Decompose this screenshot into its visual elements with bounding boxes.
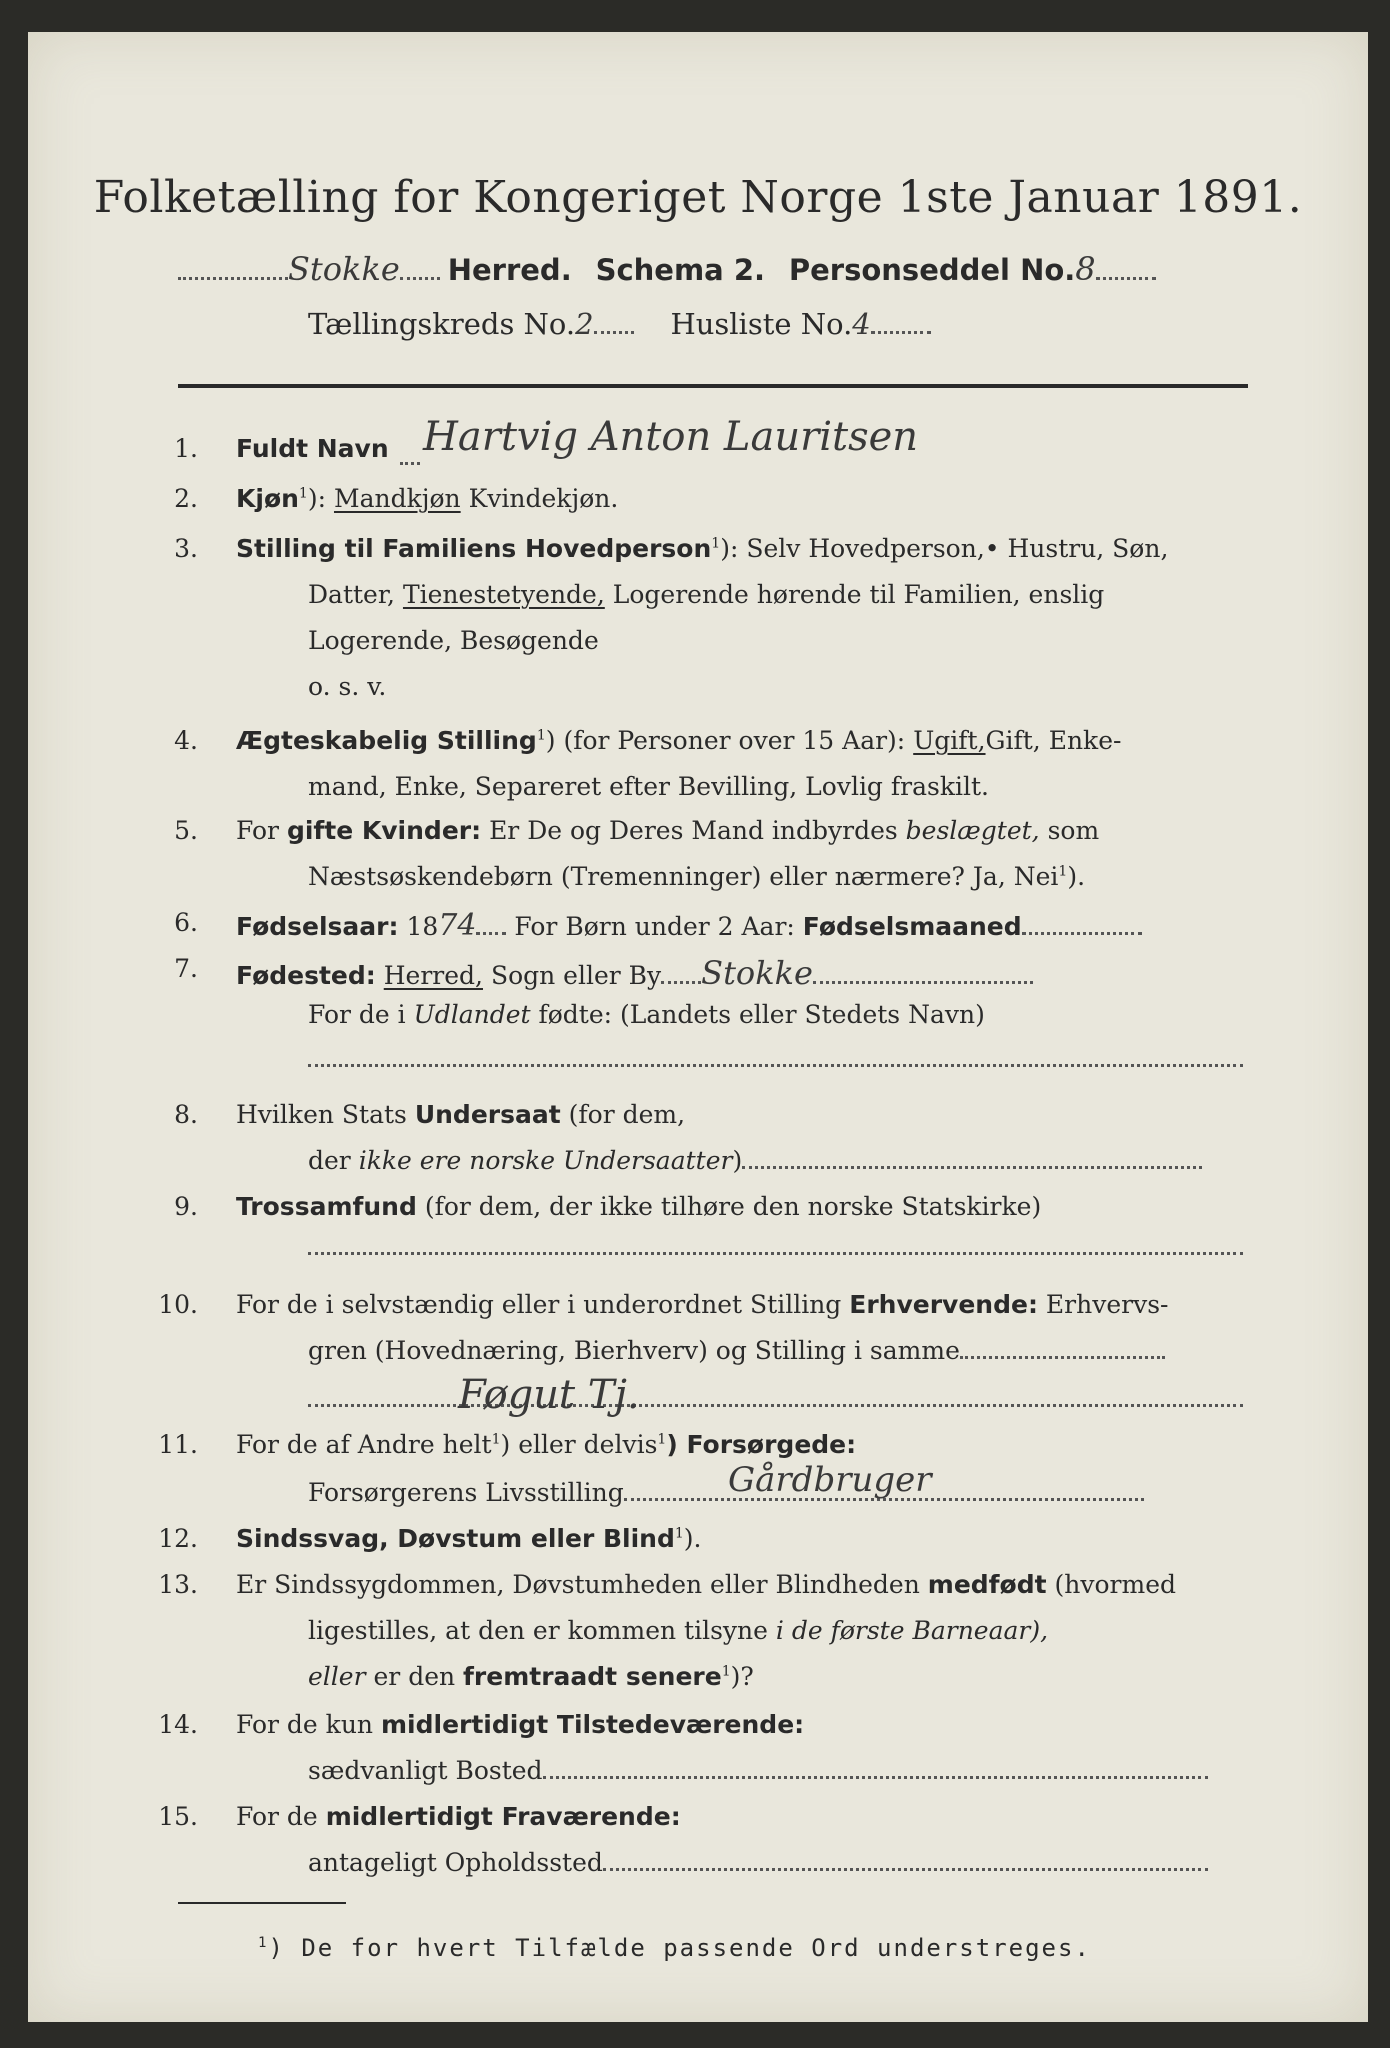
husliste-label: Husliste No. (670, 307, 853, 341)
item-2-line (236, 484, 618, 513)
marital-footnote-mark: 1 (536, 727, 546, 744)
birth-year-label: Fødselsaar: (236, 912, 399, 941)
family-position-tienestetyende: Tienestetyende, (402, 580, 605, 609)
citizenship-label: Undersaat (414, 1100, 561, 1129)
sex-option-female: Kvindekjøn. (468, 484, 619, 513)
disability-footnote-mark: 1 (674, 1525, 684, 1542)
marital-status-note: ) (for Personer over 15 Aar): (545, 726, 906, 755)
family-position-options-2: Logerende hørende til Familien, enslig (612, 580, 1105, 609)
married-women-for: For (236, 816, 279, 845)
item-14-number: 14. (158, 1710, 198, 1739)
item-3-number: 3. (174, 534, 198, 563)
item-9-number: 9. (174, 1192, 198, 1221)
occupation-dots (308, 1404, 1243, 1407)
occupation-label: Erhvervende: (849, 1290, 1038, 1319)
supporter-occupation-value: Gårdbruger (728, 1460, 932, 1500)
married-women-beslaegtet: beslægtet, (905, 816, 1040, 845)
married-women-label: gifte Kvinder: (286, 816, 482, 845)
congenital-end: )? (730, 1662, 754, 1691)
supported-footnote-mark-2: 1 (657, 1431, 667, 1448)
item-7-number: 7. (174, 954, 198, 983)
herred-line (178, 250, 1156, 288)
item-6-number: 6. (174, 908, 198, 937)
supporter-occupation-label: Forsørgerens Livsstilling (308, 1478, 624, 1507)
taellingskreds-value: 2 (575, 307, 594, 341)
item-15-number: 15. (158, 1802, 198, 1831)
item-13-number: 13. (158, 1570, 198, 1599)
item-15-line-1 (236, 1802, 681, 1831)
item-5-number: 5. (174, 816, 198, 845)
congenital-label: medfødt (927, 1570, 1047, 1599)
footnote-text: ) De for hvert Tilfælde passende Ord understreges. (268, 1934, 1091, 1962)
item-9-line (236, 1192, 1041, 1221)
sex-footnote-mark: 1 (298, 485, 308, 502)
item-1-line (236, 434, 389, 463)
item-10-number: 10. (158, 1290, 198, 1319)
header-divider (178, 384, 1248, 388)
birth-month-intro: For Børn under 2 Aar: (514, 912, 795, 941)
married-women-som: som (1047, 816, 1100, 845)
item-15-line-2 (308, 1848, 1208, 1877)
personseddel-label: Personseddel No. (788, 253, 1076, 287)
occupation-a: For de i selvstændig eller i underordnet Stilling (236, 1290, 842, 1319)
birth-year-value: 74 (438, 908, 477, 943)
item-11-line-2 (308, 1478, 1144, 1507)
supported-footnote-mark-1: 1 (491, 1431, 501, 1448)
married-women-question-2: Næstsøskendebørn (Tremenninger) eller nærmere? Ja, Nei (308, 862, 1059, 891)
family-position-options-1: ): Selv Hovedperson,• Hustru, Søn, (720, 534, 1169, 563)
family-position-footnote-mark: 1 (711, 535, 721, 552)
congenital-footnote-mark: 1 (721, 1663, 731, 1680)
item-4-line-1 (236, 726, 1121, 755)
foreign-born-udlandet: Udlandet (413, 1000, 531, 1029)
full-name-label: Fuldt Navn (236, 434, 389, 463)
census-form-page (28, 32, 1368, 2022)
item-6-line (236, 908, 1142, 943)
foreign-born-a: For de i (308, 1000, 406, 1029)
full-name-value: Hartvig Anton Lauritsen (423, 414, 919, 460)
religion-dots (308, 1252, 1243, 1255)
item-10-line-1 (236, 1290, 1168, 1319)
form-title: Folketælling for Kongeriget Norge 1ste Januar 1891. (93, 172, 1303, 223)
item-12-line (236, 1524, 702, 1553)
supported-a: For de af Andre helt (236, 1430, 492, 1459)
footnote-divider (178, 1902, 346, 1904)
marital-options-1: Gift, Enke- (985, 726, 1122, 755)
item-2-number: 2. (174, 484, 198, 513)
congenital-c: (hvormed (1054, 1570, 1177, 1599)
item-5-line-1 (236, 816, 1099, 845)
probable-residence-label: antageligt Opholdssted (308, 1848, 603, 1877)
item-11-line-1 (236, 1430, 856, 1459)
herred-label: Herred. (447, 253, 572, 287)
item-14-line-1 (236, 1710, 804, 1739)
herred-value: Stokke (288, 250, 400, 288)
citizenship-close: ) (732, 1146, 743, 1175)
citizenship-der: der (308, 1146, 351, 1175)
item-4-number: 4. (174, 726, 198, 755)
disability-end: ). (683, 1524, 702, 1553)
occupation-c: Erhvervs- (1045, 1290, 1169, 1319)
item-3-line-2 (308, 580, 1104, 609)
supported-b: ) eller delvis (500, 1430, 658, 1459)
supported-label: ) Forsørgede: (666, 1430, 857, 1459)
taellingskreds-line (308, 307, 931, 341)
family-position-datter: Datter, (308, 580, 395, 609)
temporary-present-a: For de kun (236, 1710, 374, 1739)
item-13-line-2 (308, 1616, 1048, 1645)
husliste-value: 4 (852, 307, 871, 341)
birthplace-value: Stokke (701, 954, 813, 992)
citizenship-c: (for dem, (568, 1100, 686, 1129)
item-3-line-4: o. s. v. (308, 672, 387, 701)
congenital-eller: eller (308, 1662, 366, 1691)
birth-year-prefix: 18 (406, 912, 439, 941)
sex-label: Kjøn (236, 484, 299, 513)
item-5-line-2 (308, 862, 1085, 891)
usual-residence-label: sædvanligt Bosted (308, 1756, 543, 1785)
item-8-number: 8. (174, 1100, 198, 1129)
item-10-line-2 (308, 1336, 1165, 1365)
congenital-line-2a: ligestilles, at den er kommen tilsyne (308, 1616, 768, 1645)
item-8-line-1 (236, 1100, 685, 1129)
item-13-line-1 (236, 1570, 1176, 1599)
item-7-line-2 (308, 1000, 985, 1029)
sex-separator: ): (307, 484, 327, 513)
marital-option-ugift: Ugift, (913, 726, 986, 755)
birthplace-label: Fødested: (236, 961, 376, 990)
footnote-mark: 1 (258, 1935, 269, 1951)
married-women-question: Er De og Deres Mand indbyrdes (489, 816, 898, 845)
item-11-number: 11. (158, 1430, 198, 1459)
footnote (258, 1934, 1091, 1962)
congenital-a: Er Sindssygdommen, Døvstumheden eller Blindheden (236, 1570, 920, 1599)
married-women-footnote-mark: 1 (1058, 863, 1068, 880)
foreign-born-b: fødte: (Landets eller Stedets Navn) (538, 1000, 985, 1029)
family-position-label: Stilling til Familiens Hovedperson (236, 534, 712, 563)
congenital-er-den: er den (373, 1662, 456, 1691)
citizenship-a: Hvilken Stats (236, 1100, 407, 1129)
marital-status-label: Ægteskabelig Stilling (236, 726, 537, 755)
item-1-number: 1. (174, 434, 198, 463)
sex-option-male: Mandkjøn (333, 484, 461, 513)
religion-note: (for dem, der ikke tilhøre den norske Statskirke) (424, 1192, 1042, 1221)
item-12-number: 12. (158, 1524, 198, 1553)
occupation-value: Føgut Tj. (458, 1372, 640, 1418)
congenital-line-2b: i de første Barneaar), (775, 1616, 1049, 1645)
married-women-end: ). (1067, 862, 1086, 891)
item-13-line-3 (308, 1662, 754, 1691)
birthplace-option-herred: Herred, (383, 961, 483, 990)
temporary-absent-label: midlertidigt Fraværende: (325, 1802, 681, 1831)
temporary-present-label: midlertidigt Tilstedeværende: (380, 1710, 805, 1739)
item-3-line-1 (236, 534, 1168, 563)
taellingskreds-label: Tællingskreds No. (308, 307, 576, 341)
congenital-later-label: fremtraadt senere (463, 1662, 722, 1691)
citizenship-note: ikke ere norske Undersaatter (358, 1146, 733, 1175)
item-3-line-3: Logerende, Besøgende (308, 626, 599, 655)
foreign-born-dots (308, 1064, 1243, 1067)
disability-label: Sindssvag, Døvstum eller Blind (236, 1524, 675, 1553)
birth-month-label: Fødselsmaaned (802, 912, 1022, 941)
full-name-dots (400, 462, 420, 465)
temporary-absent-a: For de (236, 1802, 318, 1831)
item-8-line-2 (308, 1146, 1202, 1175)
item-7-line-1 (236, 954, 1033, 992)
birthplace-options: Sogn eller By (490, 961, 662, 990)
item-14-line-2 (308, 1756, 1208, 1785)
personseddel-value: 8 (1075, 250, 1096, 288)
religion-label: Trossamfund (236, 1192, 417, 1221)
occupation-line-2: gren (Hovednæring, Bierhverv) og Stilling i samme (308, 1336, 960, 1365)
item-4-line-2: mand, Enke, Separeret efter Bevilling, Lovlig fraskilt. (308, 772, 989, 801)
schema-label: Schema 2. (595, 253, 766, 287)
